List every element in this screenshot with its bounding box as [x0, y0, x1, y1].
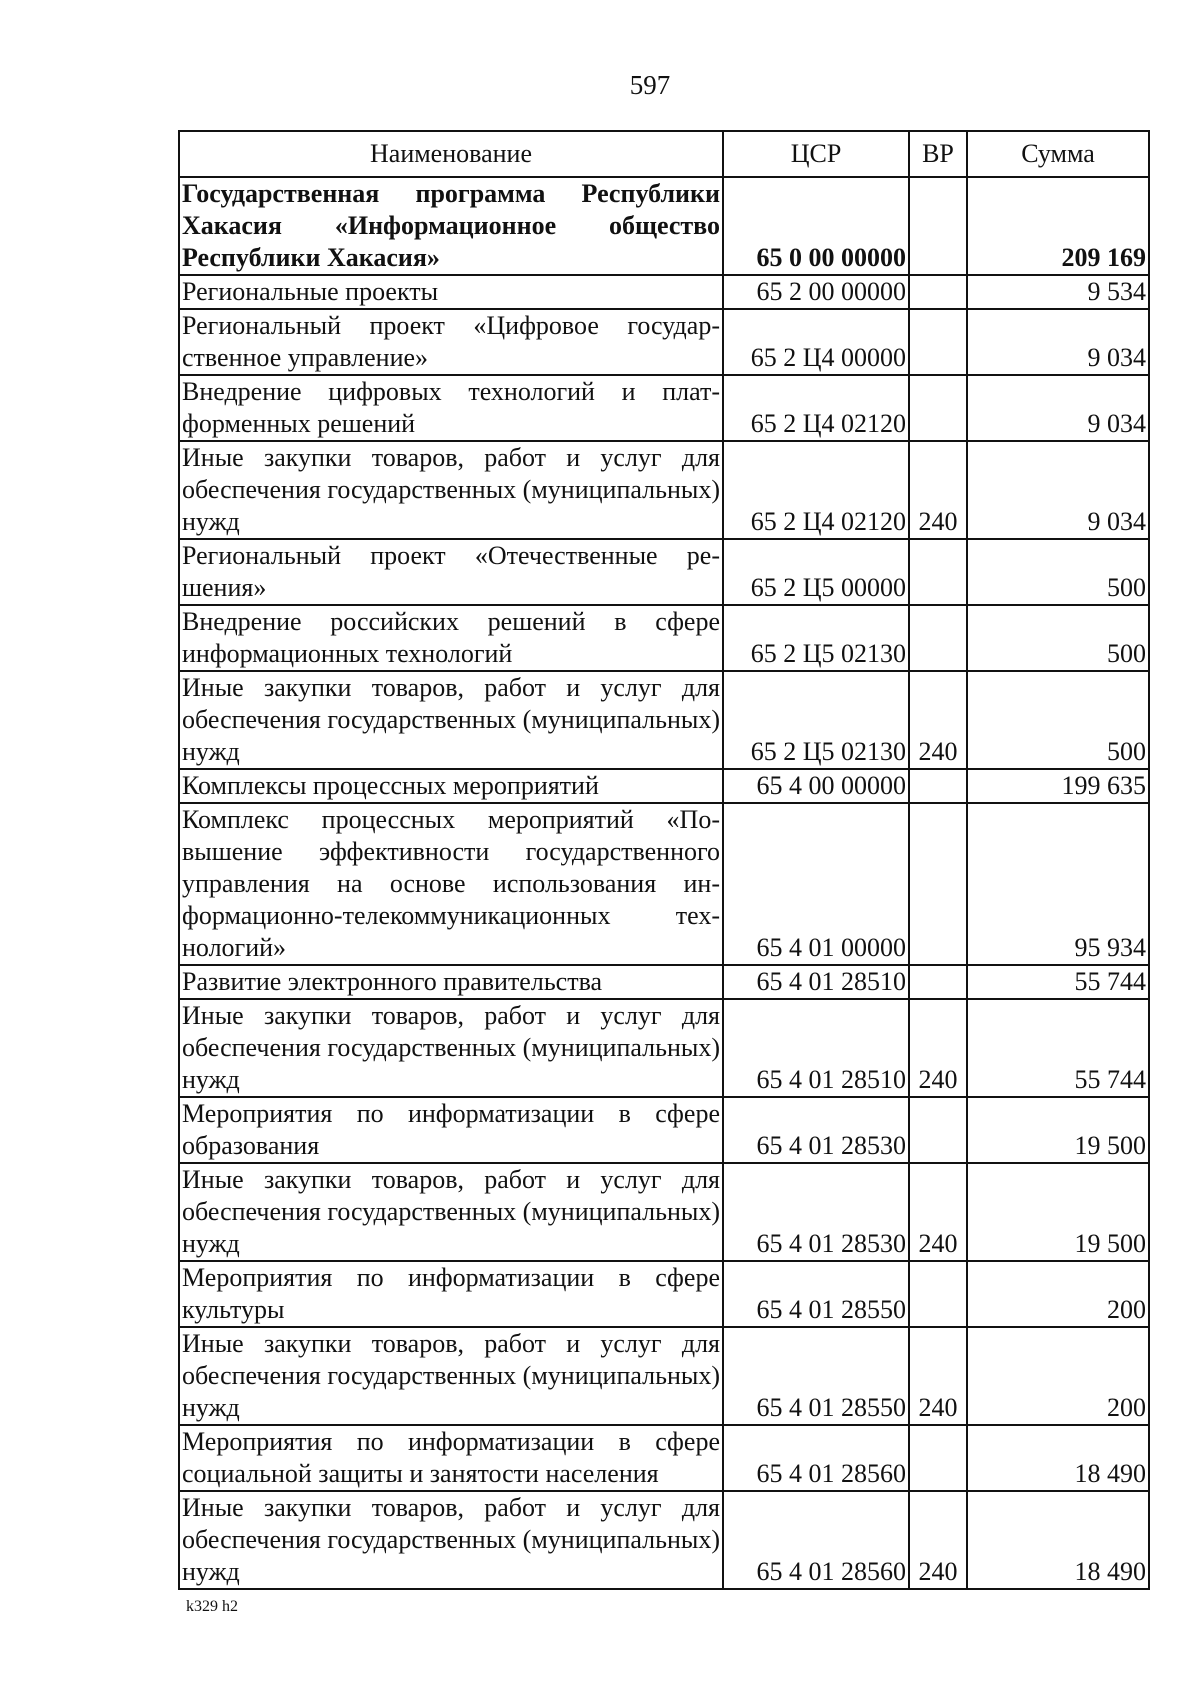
cell-sum: 18 490	[967, 1491, 1149, 1589]
cell-csr: 65 2 Ц5 02130	[723, 671, 909, 769]
table-row	[179, 539, 1149, 605]
cell-sum: 199 635	[967, 769, 1149, 803]
cell-name: Развитие электронного правительства	[179, 965, 723, 999]
header-sum: Сумма	[967, 131, 1149, 177]
table-row	[179, 1261, 1149, 1327]
table-row	[179, 769, 1149, 803]
cell-sum: 9 034	[967, 309, 1149, 375]
cell-csr: 65 0 00 00000	[723, 177, 909, 275]
table-row	[179, 1425, 1149, 1491]
cell-csr: 65 4 01 28510	[723, 999, 909, 1097]
cell-name: Иные закупки товаров, работ и услуг для обеспечения государственных (муниципальных) нужд	[179, 1163, 723, 1261]
cell-name: Внедрение российских решений в сфере информационных технологий	[179, 605, 723, 671]
cell-name: Иные закупки товаров, работ и услуг для обеспечения государственных (муниципальных) нужд	[179, 1327, 723, 1425]
page-number: 597	[629, 70, 671, 100]
cell-sum: 500	[967, 671, 1149, 769]
cell-csr: 65 4 01 28530	[723, 1097, 909, 1163]
table-row	[179, 441, 1149, 539]
cell-name: Комплекс процессных мероприятий «Повышение эффективности государственного управления на основе использования информационно-телекоммуникационных технологий»	[179, 803, 723, 965]
budget-table	[178, 130, 1150, 1590]
cell-csr: 65 4 00 00000	[723, 769, 909, 803]
cell-name: Иные закупки товаров, работ и услуг для обеспечения государственных (муниципальных) нужд	[179, 1491, 723, 1589]
cell-csr: 65 4 01 28550	[723, 1327, 909, 1425]
table-row	[179, 1163, 1149, 1261]
cell-name: Внедрение цифровых технологий и платформенных решений	[179, 375, 723, 441]
cell-vr	[909, 275, 967, 309]
table-row	[179, 965, 1149, 999]
table-row	[179, 375, 1149, 441]
header-name: Наименование	[179, 131, 723, 177]
cell-vr	[909, 803, 967, 965]
table-row	[179, 177, 1149, 275]
table-row	[179, 1491, 1149, 1589]
cell-name: Региональный проект «Цифровое государственное управление»	[179, 309, 723, 375]
cell-vr	[909, 965, 967, 999]
cell-sum: 9 534	[967, 275, 1149, 309]
table-row	[179, 1097, 1149, 1163]
cell-sum: 19 500	[967, 1163, 1149, 1261]
cell-sum: 9 034	[967, 441, 1149, 539]
cell-vr: 240	[909, 1163, 967, 1261]
cell-name: Иные закупки товаров, работ и услуг для обеспечения государственных (муниципальных) нужд	[179, 999, 723, 1097]
cell-sum: 200	[967, 1327, 1149, 1425]
cell-csr: 65 2 Ц4 02120	[723, 375, 909, 441]
table-row	[179, 671, 1149, 769]
cell-vr: 240	[909, 671, 967, 769]
cell-name: Мероприятия по информатизации в сфере социальной защиты и занятости населения	[179, 1425, 723, 1491]
cell-csr: 65 2 Ц5 00000	[723, 539, 909, 605]
table-row	[179, 275, 1149, 309]
table-row	[179, 309, 1149, 375]
cell-vr	[909, 605, 967, 671]
table-row	[179, 1327, 1149, 1425]
cell-csr: 65 4 01 28530	[723, 1163, 909, 1261]
cell-sum: 18 490	[967, 1425, 1149, 1491]
cell-name: Государственная программа Республики Хакасия «Информационное общество Республики Хакасия»	[179, 177, 723, 275]
cell-name: Иные закупки товаров, работ и услуг для обеспечения государственных (муниципальных) нужд	[179, 671, 723, 769]
cell-csr: 65 4 01 28510	[723, 965, 909, 999]
cell-vr	[909, 769, 967, 803]
cell-vr	[909, 1097, 967, 1163]
table-header-row	[179, 131, 1149, 177]
cell-sum: 55 744	[967, 999, 1149, 1097]
cell-sum: 200	[967, 1261, 1149, 1327]
cell-sum: 19 500	[967, 1097, 1149, 1163]
cell-vr	[909, 375, 967, 441]
cell-sum: 500	[967, 605, 1149, 671]
cell-name: Мероприятия по информатизации в сфере культуры	[179, 1261, 723, 1327]
cell-vr	[909, 177, 967, 275]
cell-csr: 65 4 01 28560	[723, 1425, 909, 1491]
header-vr: ВР	[909, 131, 967, 177]
footer-code: k329 h2	[186, 1598, 238, 1615]
table-row	[179, 999, 1149, 1097]
table-row	[179, 605, 1149, 671]
cell-name: Иные закупки товаров, работ и услуг для обеспечения государственных (муниципальных) нужд	[179, 441, 723, 539]
cell-vr	[909, 309, 967, 375]
cell-sum: 500	[967, 539, 1149, 605]
table-row	[179, 803, 1149, 965]
cell-csr: 65 4 01 00000	[723, 803, 909, 965]
cell-vr	[909, 1425, 967, 1491]
cell-name: Региональные проекты	[179, 275, 723, 309]
header-csr: ЦСР	[723, 131, 909, 177]
cell-sum: 9 034	[967, 375, 1149, 441]
cell-csr: 65 2 Ц4 00000	[723, 309, 909, 375]
cell-csr: 65 4 01 28560	[723, 1491, 909, 1589]
cell-csr: 65 2 Ц4 02120	[723, 441, 909, 539]
cell-name: Комплексы процессных мероприятий	[179, 769, 723, 803]
cell-vr	[909, 1261, 967, 1327]
cell-sum: 95 934	[967, 803, 1149, 965]
cell-name: Мероприятия по информатизации в сфере образования	[179, 1097, 723, 1163]
cell-vr: 240	[909, 999, 967, 1097]
cell-csr: 65 2 Ц5 02130	[723, 605, 909, 671]
cell-csr: 65 2 00 00000	[723, 275, 909, 309]
cell-vr: 240	[909, 441, 967, 539]
cell-csr: 65 4 01 28550	[723, 1261, 909, 1327]
cell-vr	[909, 539, 967, 605]
cell-sum: 209 169	[967, 177, 1149, 275]
cell-vr: 240	[909, 1491, 967, 1589]
cell-sum: 55 744	[967, 965, 1149, 999]
cell-vr: 240	[909, 1327, 967, 1425]
cell-name: Региональный проект «Отечественные решения»	[179, 539, 723, 605]
